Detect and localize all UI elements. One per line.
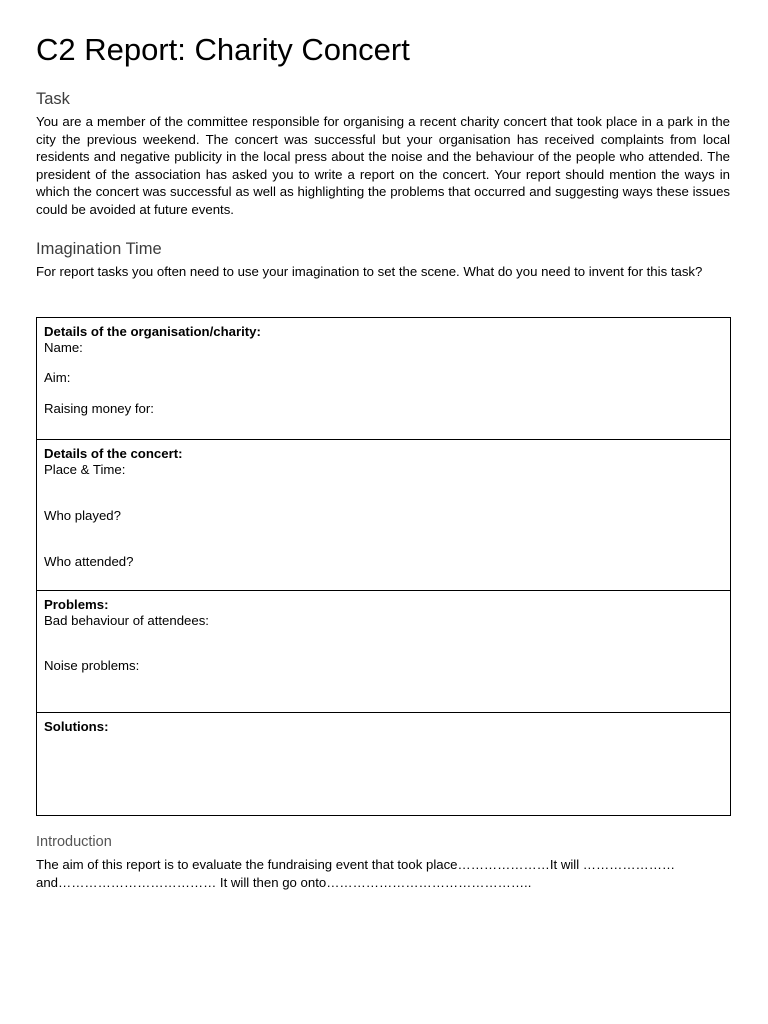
organisation-raising-label: Raising money for: — [44, 400, 154, 416]
concert-place-label: Place & Time: — [44, 461, 126, 477]
organisation-section — [37, 318, 730, 439]
planning-table — [36, 317, 731, 816]
problems-heading: Problems: — [44, 597, 109, 612]
introduction-text: The aim of this report is to evaluate the fundraising event that took place…………………It will ………………… and……………………………… It will then go onto……………………………………….. — [36, 857, 676, 890]
imagination-text: For report tasks you often need to use your imagination to set the scene. What do you need to invent for this task? — [36, 264, 703, 279]
organisation-name-label: Name: — [44, 339, 83, 355]
concert-section — [37, 439, 730, 590]
problems-behaviour-label: Bad behaviour of attendees: — [44, 612, 209, 628]
imagination-heading: Imagination Time — [36, 240, 162, 258]
introduction-heading: Introduction — [36, 834, 112, 850]
organisation-aim-label: Aim: — [44, 370, 71, 386]
solutions-heading: Solutions: — [44, 719, 109, 734]
concert-attended-label: Who attended? — [44, 553, 134, 569]
page-title: C2 Report: Charity Concert — [36, 32, 410, 67]
solutions-section — [37, 712, 730, 815]
concert-heading: Details of the concert: — [44, 446, 183, 461]
problems-section — [37, 590, 730, 712]
task-heading: Task — [36, 90, 70, 108]
problems-noise-label: Noise problems: — [44, 658, 140, 674]
task-text: You are a member of the committee responsible for organising a recent charity concert that took place in a park in the city the previous weekend. The concert was successful but your organisation has received complaints from local residents and negative publicity in the local press about the noise and the behaviour of the people who attended. The president of the association has asked you to write a report on the concert. Your report should mention the ways in which the concert was successful as well as highlighting the problems that occurred and suggesting ways these issues could be avoided at future events. — [36, 114, 730, 217]
organisation-heading: Details of the organisation/charity: — [44, 324, 261, 339]
concert-played-label: Who played? — [44, 508, 121, 524]
